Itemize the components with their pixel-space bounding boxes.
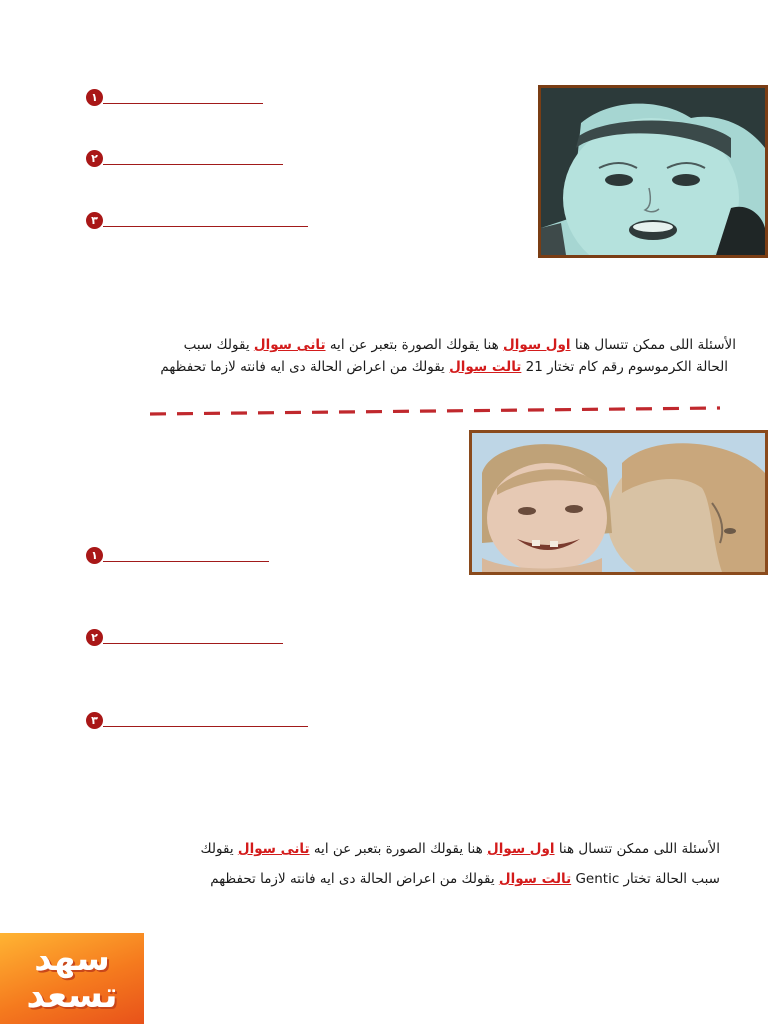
- section1-line1: [160, 334, 736, 356]
- brand-logo: [0, 933, 144, 1024]
- answer-blank-1[interactable]: [86, 547, 272, 567]
- answer-line: [103, 726, 308, 727]
- faces-illustration: [472, 433, 765, 572]
- child-face-illustration: [541, 88, 765, 255]
- number-badge: ٢: [86, 150, 103, 167]
- highlight-first-question: اول سوال: [503, 337, 571, 353]
- answer-blank-1[interactable]: [86, 89, 266, 109]
- text-fragment: الحالة الكرموسوم رقم كام تختار 21: [521, 359, 728, 375]
- section2-line2: [201, 864, 720, 894]
- answer-blank-2[interactable]: [86, 629, 286, 649]
- answer-line: [103, 561, 269, 562]
- section2-line1: [201, 834, 720, 864]
- logo-text-top: سهد: [34, 939, 110, 979]
- text-fragment: يقولك سبب: [183, 337, 254, 353]
- answer-line: [103, 226, 308, 227]
- text-fragment: هنا يقولك الصورة بتعبر عن ايه: [325, 337, 504, 353]
- highlight-third-question: تالت سوال: [498, 871, 572, 887]
- text-fragment: الأسئلة اللى ممكن تتسال هنا: [570, 337, 736, 353]
- highlight-second-question: تانى سوال: [237, 841, 310, 857]
- highlight-second-question: تانى سوال: [253, 337, 326, 353]
- text-fragment: سبب الحالة تختار Gentic: [571, 871, 720, 887]
- dashed-divider: [150, 405, 722, 417]
- answer-line: [103, 164, 283, 165]
- number-badge: ٣: [86, 212, 103, 229]
- number-badge: ٢: [86, 629, 103, 646]
- patient-photo-child-face: [538, 85, 768, 258]
- answer-blank-3[interactable]: [86, 212, 310, 232]
- number-badge: ١: [86, 547, 103, 564]
- text-fragment: يقولك من اعراض الحالة دى ايه فانته لازما تحفظهم: [210, 871, 499, 887]
- answer-line: [103, 643, 283, 644]
- answer-line: [103, 103, 263, 104]
- logo-text-bottom: تسعد: [26, 975, 118, 1016]
- patient-photo-two-faces: [469, 430, 768, 575]
- text-fragment: يقولك من اعراض الحالة دى ايه فانته لازما تحفظهم: [160, 359, 450, 375]
- text-fragment: هنا يقولك الصورة بتعبر عن ايه: [309, 841, 488, 857]
- number-badge: ١: [86, 89, 103, 106]
- highlight-third-question: تالت سوال: [449, 359, 522, 375]
- answer-blank-3[interactable]: [86, 712, 310, 732]
- text-fragment: يقولك: [200, 841, 238, 857]
- text-fragment: الأسئلة اللى ممكن تتسال هنا: [554, 841, 720, 857]
- highlight-first-question: اول سوال: [487, 841, 555, 857]
- section2-explanation: [201, 834, 720, 894]
- section1-line2: [160, 356, 728, 378]
- section1-explanation: [160, 334, 736, 378]
- answer-blank-2[interactable]: [86, 150, 286, 170]
- number-badge: ٣: [86, 712, 103, 729]
